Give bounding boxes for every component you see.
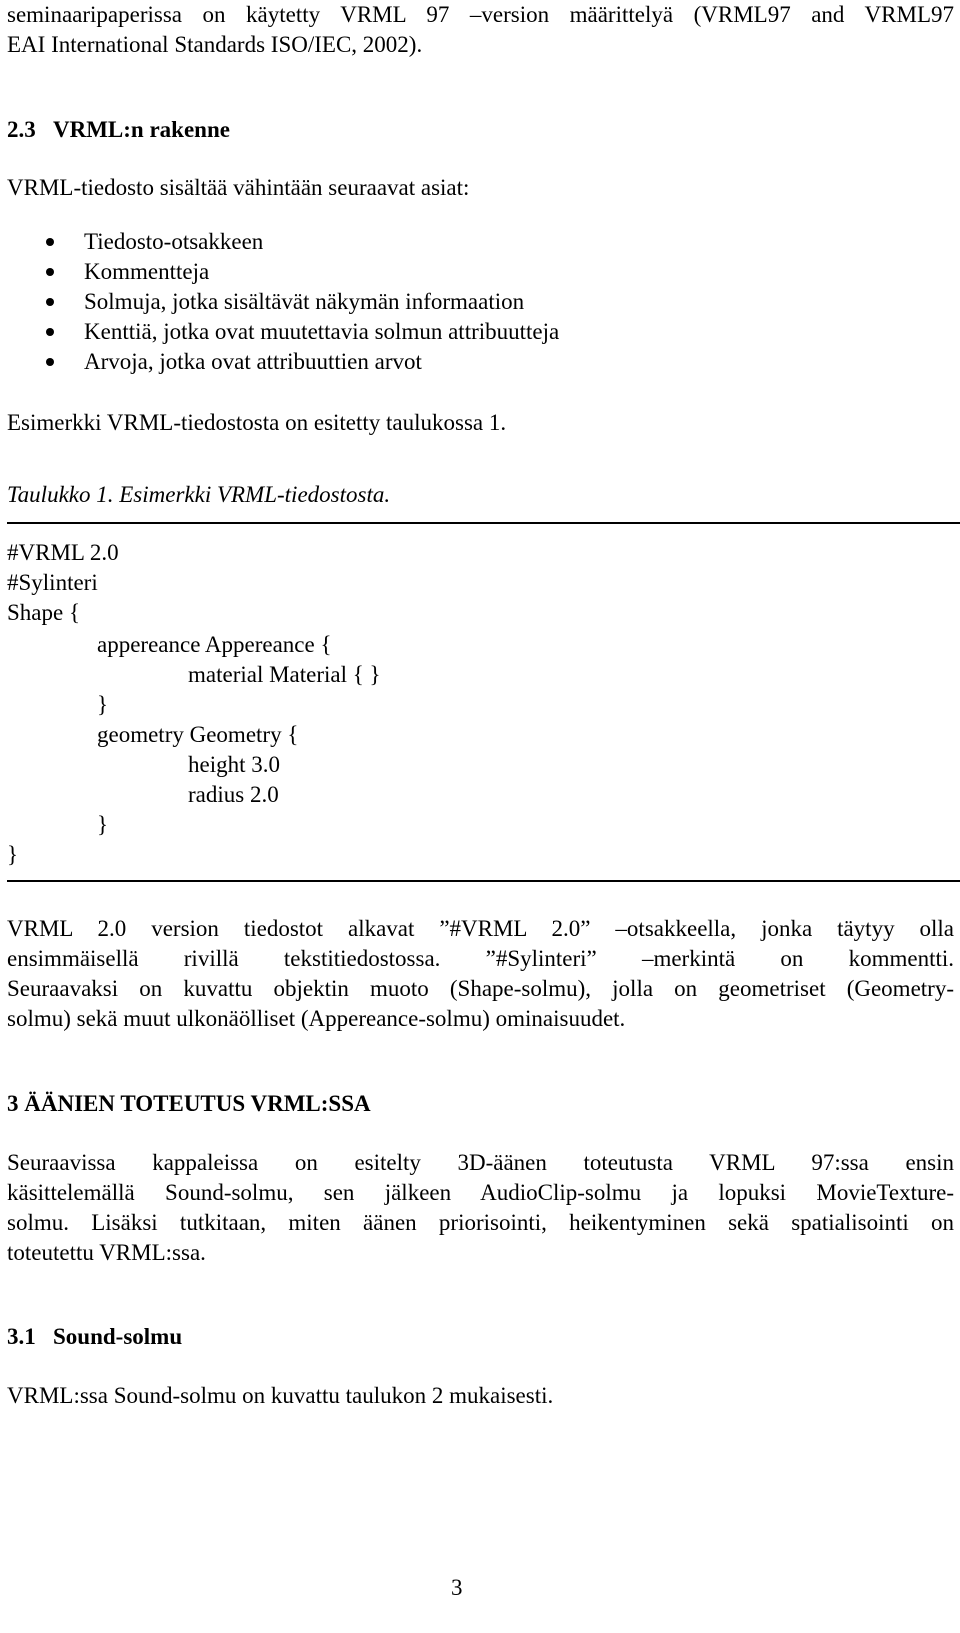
code-line: appereance Appereance {: [97, 632, 332, 657]
code-line: radius 2.0: [188, 782, 279, 807]
page-number: 3: [451, 1575, 463, 1600]
example-reference: Esimerkki VRML-tiedostosta on esitetty taulukossa 1.: [7, 410, 507, 435]
code-line: geometry Geometry {: [97, 722, 299, 747]
section-3-1-number: 3.1: [7, 1324, 36, 1349]
document-page: seminaaripaperissa on käytetty VRML 97 –version määrittelyä (VRML97 and VRML97 EAI International Standards ISO/IEC, 2002). 2.3 VRML:n rakenne VRML-tiedosto sisältää vähintään seuraavat asiat: Tiedosto-otsakkeen Kommentteja Solmuja, jotka sisältävät näkymän informaation Kenttiä, jotka ovat muutettavia solmun attribuutteja Arvoja, jotka ovat attribuuttien arvot Esimerkki VRML-tiedostosta on esitetty taulukossa 1. Taulukko 1. Esimerkki VRML-tiedostosta. #VRML 2.0 #Sylinteri Shape { appereance Appereance { material Material { } } geometry Geometry { height 3.0 radius 2.0 } } VRML 2.0 version tiedostot alkavat ”#VRML 2.0” –otsakkeella, jonka täytyy olla ensimmäisellä rivillä tekstitiedostossa. ”#Sylinteri” –merkintä on kommentti. Seuraavaksi on kuvattu objektin muoto (Shape-solmu), jolla on geometriset (Geometry- solmu) sekä muut ulkonäölliset (Appereance-solmu) ominaisuudet. 3 ÄÄNIEN TOTEUTUS VRML:SSA Seuraavissa kappaleissa on esitelty 3D-äänen toteutusta VRML 97:ssa ensin käsittelemällä Sound-solmu, sen jälkeen AudioClip-solmu ja lopuksi MovieTexture- solmu. Lisäksi tutkitaan, miten äänen priorisointi, heikentyminen sekä spatialisointi on toteutettu VRML:ssa. 3.1 Sound-solmu VRML:ssa Sound-solmu on kuvattu taulukon 2 mukaisesti. 3: [0, 0, 960, 1633]
section-3-para-line-2: käsittelemällä Sound-solmu, sen jälkeen AudioClip-solmu ja lopuksi MovieTexture-: [7, 1180, 954, 1205]
bullet-icon: [46, 328, 54, 336]
table-bottom-rule: [7, 880, 960, 882]
section-3-para-line-4: toteutettu VRML:ssa.: [7, 1240, 206, 1265]
explanation-line-1: VRML 2.0 version tiedostot alkavat ”#VRML 2.0” –otsakkeella, jonka täytyy olla: [7, 916, 954, 941]
code-line: material Material { }: [188, 662, 381, 687]
explanation-line-3: Seuraavaksi on kuvattu objektin muoto (Shape-solmu), jolla on geometriset (Geometry-: [7, 976, 954, 1001]
table-1-caption: Taulukko 1. Esimerkki VRML-tiedostosta.: [7, 482, 391, 507]
intro-line-1: seminaaripaperissa on käytetty VRML 97 –version määrittelyä (VRML97 and VRML97: [7, 2, 954, 27]
code-line: }: [7, 842, 19, 867]
code-line: height 3.0: [188, 752, 280, 777]
explanation-line-2: ensimmäisellä rivillä tekstitiedostossa. ”#Sylinteri” –merkintä on kommentti.: [7, 946, 954, 971]
bullet-icon: [46, 238, 54, 246]
code-line: #VRML 2.0: [7, 540, 119, 565]
code-line: #Sylinteri: [7, 570, 98, 595]
section-3-para-line-1: Seuraavissa kappaleissa on esitelty 3D-äänen toteutusta VRML 97:ssa ensin: [7, 1150, 954, 1175]
intro-line-2: EAI International Standards ISO/IEC, 2002).: [7, 32, 423, 57]
bullet-icon: [46, 298, 54, 306]
table-top-rule: [7, 522, 960, 524]
section-2-3-lead: VRML-tiedosto sisältää vähintään seuraavat asiat:: [7, 175, 470, 200]
section-3-1-text: VRML:ssa Sound-solmu on kuvattu taulukon 2 mukaisesti.: [7, 1383, 554, 1408]
bullet-icon: [46, 358, 54, 366]
code-line: }: [97, 692, 109, 717]
section-3-1-title: Sound-solmu: [53, 1324, 183, 1349]
code-line: Shape {: [7, 600, 80, 625]
section-3-heading: 3 ÄÄNIEN TOTEUTUS VRML:SSA: [7, 1091, 371, 1116]
section-3-para-line-3: solmu. Lisäksi tutkitaan, miten äänen priorisointi, heikentyminen sekä spatialisointi on: [7, 1210, 954, 1235]
section-2-3-number: 2.3: [7, 117, 36, 142]
section-2-3-title: VRML:n rakenne: [53, 117, 230, 142]
bullet-icon: [46, 268, 54, 276]
explanation-line-4: solmu) sekä muut ulkonäölliset (Appereance-solmu) ominaisuudet.: [7, 1006, 626, 1031]
section-3-1-heading: [7, 1322, 182, 1352]
code-line: }: [97, 812, 109, 837]
section-2-3-heading: [7, 115, 230, 145]
